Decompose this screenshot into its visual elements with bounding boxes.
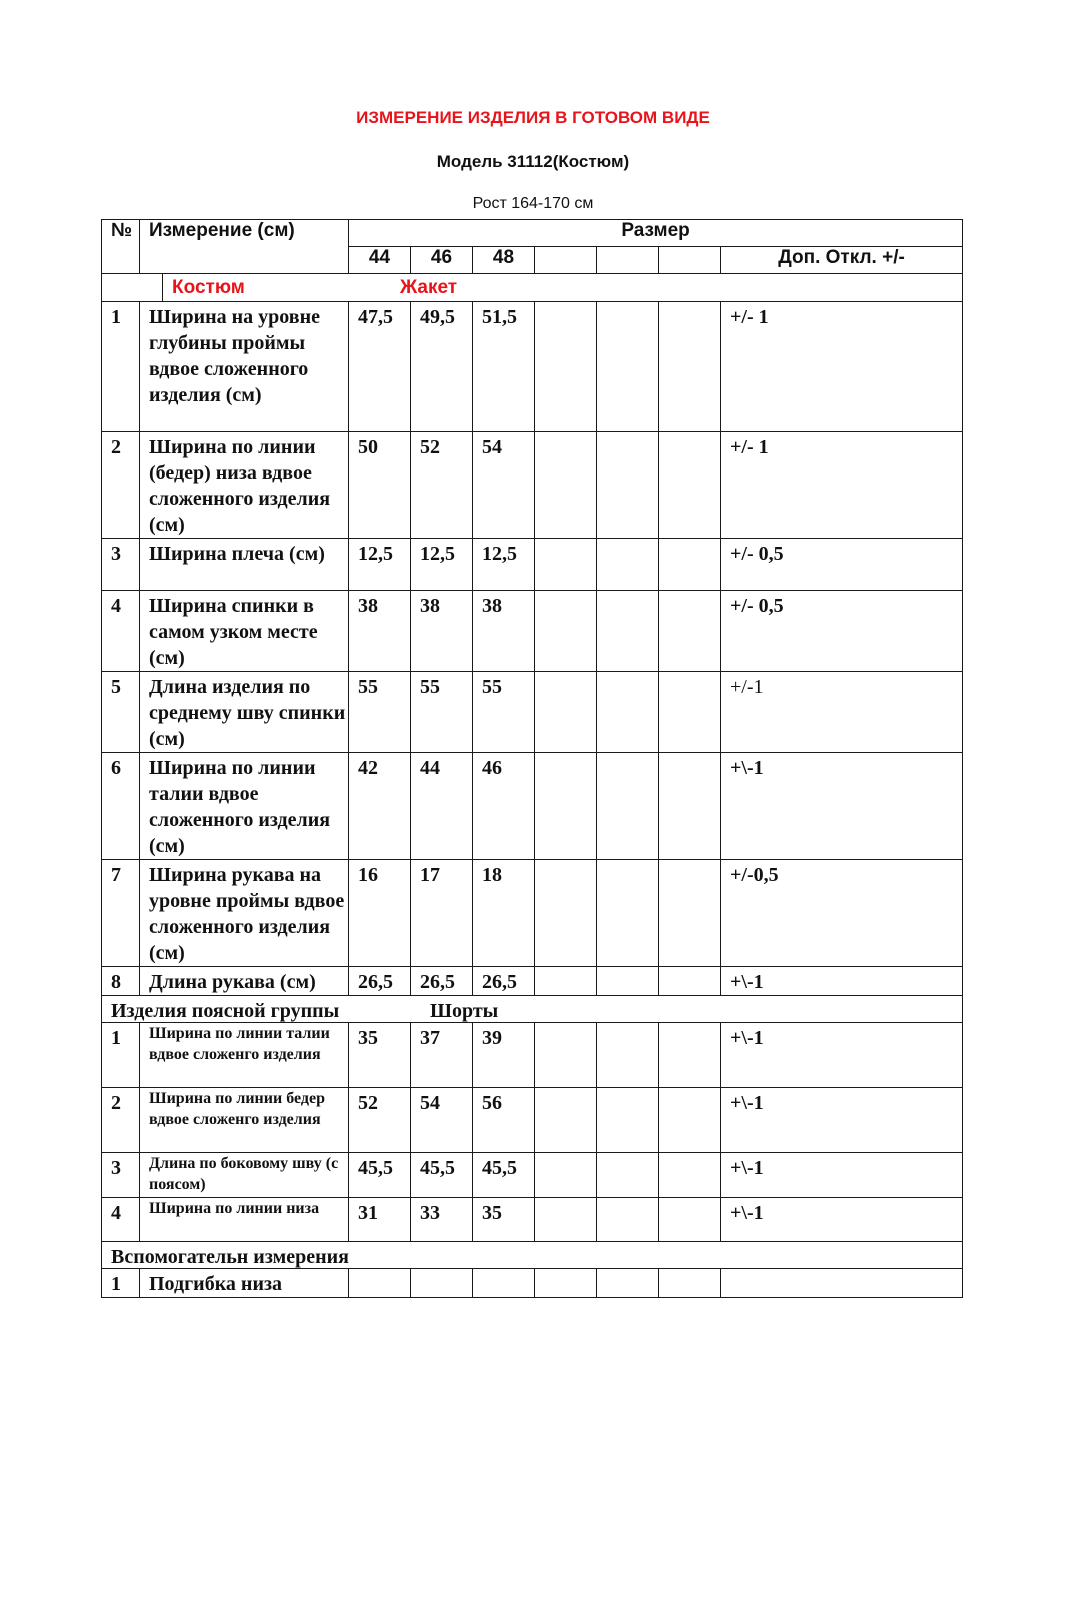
row-value: 17 (411, 860, 473, 967)
row-measurement-name: Подгибка низа (140, 1269, 349, 1298)
row-empty-cell (659, 967, 721, 996)
row-empty-cell (597, 539, 659, 591)
row-value (473, 1269, 535, 1298)
row-measurement-name: Длина рукава (см) (140, 967, 349, 996)
row-tolerance: +\-1 (721, 1088, 963, 1153)
row-number: 5 (102, 672, 140, 753)
row-measurement-name: Ширина по линии (бедер) низа вдвое сложенного изделия (см) (140, 432, 349, 539)
row-tolerance: +/-1 (721, 672, 963, 753)
row-empty-cell (597, 1269, 659, 1298)
row-value: 54 (473, 432, 535, 539)
row-empty-cell (659, 1153, 721, 1198)
row-measurement-name: Ширина рукава на уровне проймы вдвое сложенного изделия (см) (140, 860, 349, 967)
row-value: 55 (411, 672, 473, 753)
row-value: 45,5 (411, 1153, 473, 1198)
header-row-1 (102, 220, 963, 247)
row-value: 16 (349, 860, 411, 967)
model-label: Модель 31112(Костюм) (436, 152, 630, 171)
table-row (102, 539, 963, 591)
row-value: 37 (411, 1023, 473, 1088)
section-row-jacket (102, 274, 963, 302)
row-value: 52 (349, 1088, 411, 1153)
row-tolerance: +\-1 (721, 753, 963, 860)
col-header-measurement: Измерение (см) (140, 220, 349, 274)
table-row (102, 967, 963, 996)
row-value: 26,5 (473, 967, 535, 996)
row-empty-cell (535, 1153, 597, 1198)
row-empty-cell (659, 302, 721, 432)
section-row-shorts (102, 996, 963, 1023)
row-empty-cell (659, 753, 721, 860)
row-value: 42 (349, 753, 411, 860)
table-row (102, 591, 963, 672)
row-value: 56 (473, 1088, 535, 1153)
table-row (102, 860, 963, 967)
row-number: 8 (102, 967, 140, 996)
row-empty-cell (597, 967, 659, 996)
row-value: 45,5 (473, 1153, 535, 1198)
row-value: 47,5 (349, 302, 411, 432)
table-row (102, 1088, 963, 1153)
size-46: 46 (411, 247, 473, 274)
row-value: 50 (349, 432, 411, 539)
size-empty (597, 247, 659, 274)
row-measurement-name: Длина изделия по среднему шву спинки (см) (140, 672, 349, 753)
row-number: 2 (102, 1088, 140, 1153)
row-number: 7 (102, 860, 140, 967)
row-tolerance: +/- 0,5 (721, 591, 963, 672)
row-empty-cell (597, 1088, 659, 1153)
row-empty-cell (535, 1023, 597, 1088)
row-value: 12,5 (349, 539, 411, 591)
row-value: 39 (473, 1023, 535, 1088)
row-tolerance (721, 1269, 963, 1298)
table-row (102, 1153, 963, 1198)
row-value: 18 (473, 860, 535, 967)
row-empty-cell (597, 860, 659, 967)
row-tolerance: +/- 1 (721, 432, 963, 539)
row-number: 4 (102, 1198, 140, 1242)
row-measurement-name: Ширина спинки в самом узком месте (см) (140, 591, 349, 672)
row-empty-cell (535, 539, 597, 591)
table-row (102, 302, 963, 432)
row-tolerance: +\-1 (721, 1023, 963, 1088)
row-tolerance: +\-1 (721, 1198, 963, 1242)
row-empty-cell (535, 432, 597, 539)
section-group-label: Изделия поясной группы (111, 1000, 340, 1022)
section-row-aux (102, 1242, 963, 1269)
row-number: 2 (102, 432, 140, 539)
row-measurement-name: Ширина по линии низа (140, 1198, 349, 1242)
row-measurement-name: Ширина по линии бедер вдвое сложенго изделия (140, 1088, 349, 1153)
col-header-tolerance: Доп. Откл. +/- (721, 247, 963, 274)
row-value: 51,5 (473, 302, 535, 432)
size-44: 44 (349, 247, 411, 274)
row-empty-cell (535, 1269, 597, 1298)
row-number: 3 (102, 539, 140, 591)
row-number: 3 (102, 1153, 140, 1198)
row-value: 33 (411, 1198, 473, 1242)
row-tolerance: +/- 0,5 (721, 539, 963, 591)
row-empty-cell (597, 1198, 659, 1242)
row-value: 44 (411, 753, 473, 860)
row-empty-cell (597, 591, 659, 672)
row-empty-cell (659, 539, 721, 591)
size-48: 48 (473, 247, 535, 274)
height-label: Рост 164-170 см (472, 195, 594, 212)
row-empty-cell (535, 591, 597, 672)
row-empty-cell (535, 1198, 597, 1242)
col-header-size: Размер (349, 220, 963, 247)
row-empty-cell (535, 302, 597, 432)
row-empty-cell (535, 1088, 597, 1153)
measurement-table (101, 219, 963, 1298)
table-row (102, 753, 963, 860)
row-measurement-name: Ширина по линии талии вдвое сложенго изделия (140, 1023, 349, 1088)
row-empty-cell (597, 1153, 659, 1198)
row-tolerance: +/- 1 (721, 302, 963, 432)
table-row (102, 1198, 963, 1242)
row-value: 38 (473, 591, 535, 672)
row-empty-cell (659, 1088, 721, 1153)
section-group-label: Костюм (172, 277, 245, 298)
row-empty-cell (659, 672, 721, 753)
row-number: 4 (102, 591, 140, 672)
row-measurement-name: Ширина плеча (см) (140, 539, 349, 591)
row-empty-cell (659, 432, 721, 539)
row-value: 52 (411, 432, 473, 539)
row-number: 1 (102, 1023, 140, 1088)
row-value: 54 (411, 1088, 473, 1153)
row-number: 6 (102, 753, 140, 860)
size-empty (535, 247, 597, 274)
row-empty-cell (535, 672, 597, 753)
row-value: 26,5 (349, 967, 411, 996)
row-value: 46 (473, 753, 535, 860)
row-value: 35 (473, 1198, 535, 1242)
table-row (102, 1023, 963, 1088)
row-value: 35 (349, 1023, 411, 1088)
document-title: ИЗМЕРЕНИЕ ИЗДЕЛИЯ В ГОТОВОМ ВИДЕ (356, 108, 710, 127)
row-empty-cell (597, 432, 659, 539)
row-tolerance: +\-1 (721, 1153, 963, 1198)
row-measurement-name: Ширина на уровне глубины проймы вдвое сложенного изделия (см) (140, 302, 349, 432)
row-number: 1 (102, 302, 140, 432)
section-item-label: Жакет (400, 277, 458, 298)
row-empty-cell (597, 753, 659, 860)
row-value (349, 1269, 411, 1298)
row-empty-cell (659, 1198, 721, 1242)
row-value: 55 (473, 672, 535, 753)
row-number: 1 (102, 1269, 140, 1298)
row-measurement-name: Ширина по линии талии вдвое сложенного изделия (см) (140, 753, 349, 860)
row-empty-cell (535, 860, 597, 967)
row-empty-cell (597, 302, 659, 432)
row-empty-cell (597, 672, 659, 753)
row-value: 26,5 (411, 967, 473, 996)
table-row (102, 432, 963, 539)
row-value: 45,5 (349, 1153, 411, 1198)
row-value: 38 (411, 591, 473, 672)
row-tolerance: +/-0,5 (721, 860, 963, 967)
row-value (411, 1269, 473, 1298)
table-row (102, 672, 963, 753)
row-measurement-name: Длина по боковому шву (с поясом) (140, 1153, 349, 1198)
row-tolerance: +\-1 (721, 967, 963, 996)
row-value: 31 (349, 1198, 411, 1242)
row-value: 38 (349, 591, 411, 672)
row-empty-cell (659, 591, 721, 672)
row-empty-cell (659, 1023, 721, 1088)
row-empty-cell (535, 753, 597, 860)
col-header-number: № (102, 220, 140, 274)
row-value: 12,5 (473, 539, 535, 591)
row-empty-cell (535, 967, 597, 996)
size-empty (659, 247, 721, 274)
table-row (102, 1269, 963, 1298)
row-value: 12,5 (411, 539, 473, 591)
section-group-label: Вспомогательн измерения (111, 1246, 349, 1268)
row-empty-cell (659, 860, 721, 967)
row-empty-cell (597, 1023, 659, 1088)
row-value: 49,5 (411, 302, 473, 432)
section-item-label: Шорты (430, 1000, 499, 1022)
row-empty-cell (659, 1269, 721, 1298)
row-value: 55 (349, 672, 411, 753)
